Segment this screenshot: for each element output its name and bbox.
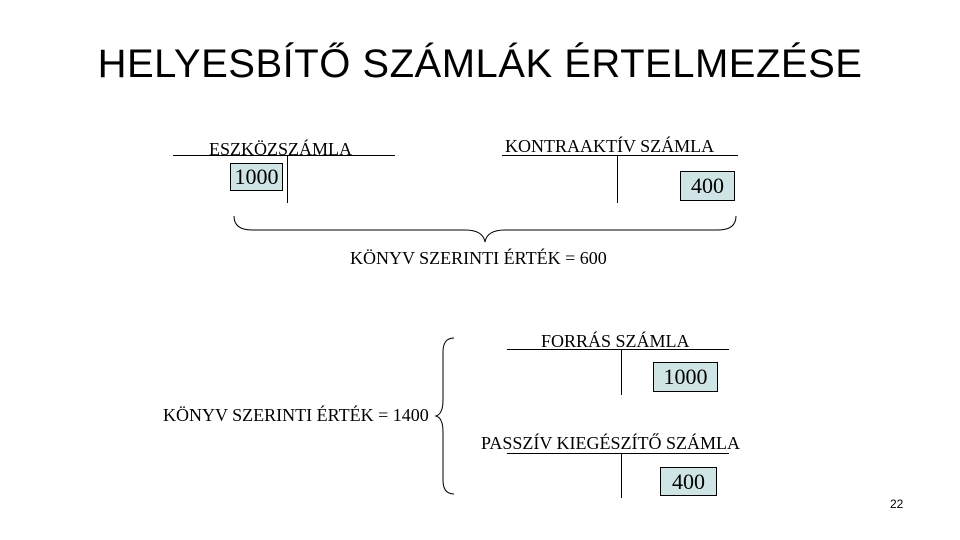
page-number: 22 — [890, 497, 904, 511]
contra-asset-account-divider — [617, 155, 618, 203]
source-account-value: 1000 — [653, 362, 718, 392]
source-account-label: FORRÁS SZÁMLA — [541, 331, 690, 351]
adjunct-account-label: PASSZÍV KIEGÉSZÍTŐ SZÁMLA — [481, 433, 741, 453]
contra-asset-account-label: KONTRAAKTÍV SZÁMLA — [505, 136, 715, 156]
liability-book-value-text: KÖNYV SZERINTI ÉRTÉK = 1400 — [163, 405, 429, 425]
contra-asset-account-value: 400 — [680, 171, 735, 201]
book-value-brace-horizontal — [230, 212, 740, 244]
asset-account-label: ESZKÖZSZÁMLA — [209, 139, 352, 159]
slide-title: HELYESBÍTŐ SZÁMLÁK ÉRTELMEZÉSE — [97, 42, 863, 86]
asset-account-value: 1000 — [230, 163, 283, 191]
adjunct-account-top-line — [507, 453, 729, 454]
source-account-divider — [621, 349, 622, 395]
asset-book-value-text: KÖNYV SZERINTI ÉRTÉK = 600 — [350, 248, 607, 268]
source-account-top-line — [507, 349, 729, 350]
asset-account-divider — [287, 155, 288, 203]
book-value-brace-vertical — [434, 334, 458, 498]
adjunct-account-value: 400 — [660, 467, 717, 496]
adjunct-account-divider — [621, 453, 622, 498]
contra-asset-account-top-line — [502, 155, 738, 156]
asset-account-top-line — [173, 155, 395, 156]
